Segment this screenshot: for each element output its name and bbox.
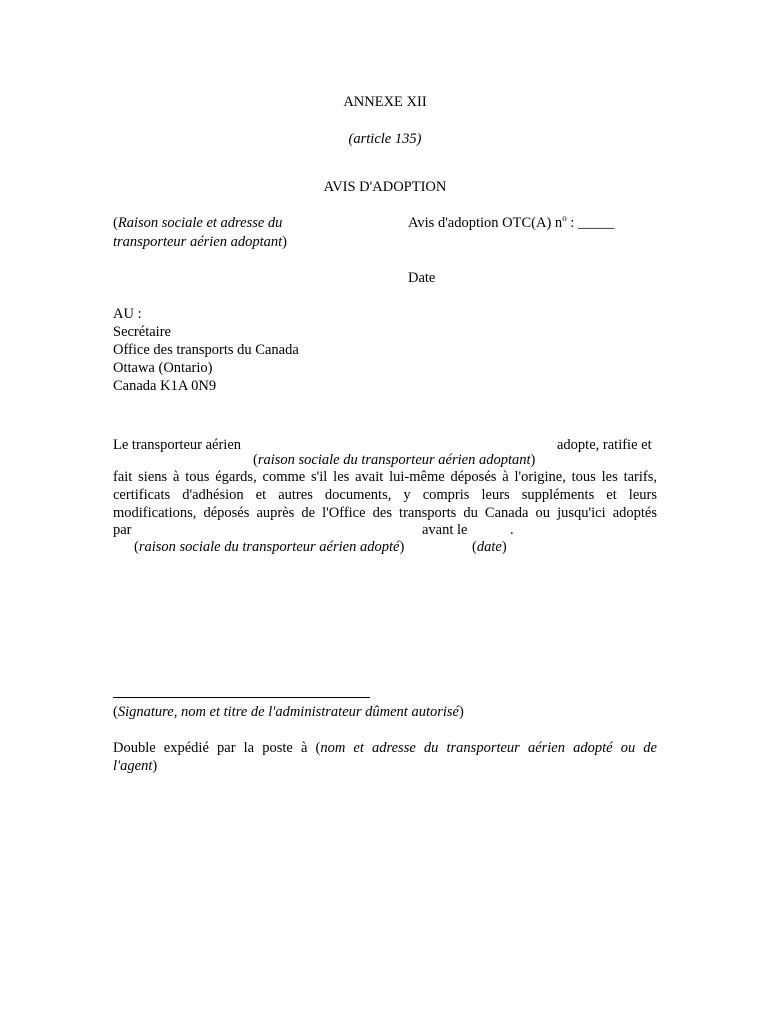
body-line1-start: Le transporteur aérien <box>113 437 242 453</box>
recipient-line: AU : <box>113 306 142 322</box>
adoptant-caption: (raison sociale du transporteur aérien adoptant) <box>253 452 536 468</box>
adopted-caption: (raison sociale du transporteur aérien adopté) <box>134 539 405 555</box>
recipient-line: Ottawa (Ontario) <box>113 360 213 376</box>
signature-line <box>113 697 370 698</box>
copy-sent-note-line2: l'agent) <box>113 758 158 774</box>
notice-number-field: Avis d'adoption OTC(A) $n^o$ : _____ <box>408 213 615 231</box>
document-title: AVIS D'ADOPTION <box>323 179 447 195</box>
body-line2: fait siens à tous égards, comme s'il les avait lui-même déposés à l'origine, tous les tarifs, <box>113 469 657 485</box>
copy-sent-note-line1: Double expédié par la poste à (nom et adresse du transporteur aérien adopté ou de <box>113 740 657 756</box>
annex-heading: ANNEXE XII <box>343 94 427 110</box>
body-line5-end: . <box>510 522 514 538</box>
adopter-caption-line2: transporteur aérien adoptant) <box>113 234 288 250</box>
signature-caption: (Signature, nom et titre de l'administrateur dûment autorisé) <box>113 704 464 720</box>
body-line3: certificats d'adhésion et autres documents, y compris leurs suppléments et leurs <box>113 487 657 503</box>
body-line5-start: par <box>113 522 132 538</box>
body-line4: modifications, déposés auprès de l'Office des transports du Canada ou jusqu'ici adoptés <box>113 505 657 521</box>
adopter-caption-line1: (Raison sociale et adresse du <box>113 215 283 231</box>
article-reference: (article 135) <box>348 131 422 147</box>
recipient-line: Office des transports du Canada <box>113 342 299 358</box>
recipient-line: Secrétaire <box>113 324 171 340</box>
body-line5-mid: avant le <box>422 522 468 538</box>
body-line1-end: adopte, ratifie et <box>557 437 652 453</box>
recipient-line: Canada K1A 0N9 <box>113 378 217 394</box>
date-label: Date <box>408 270 436 286</box>
date-caption: (date) <box>472 539 507 555</box>
